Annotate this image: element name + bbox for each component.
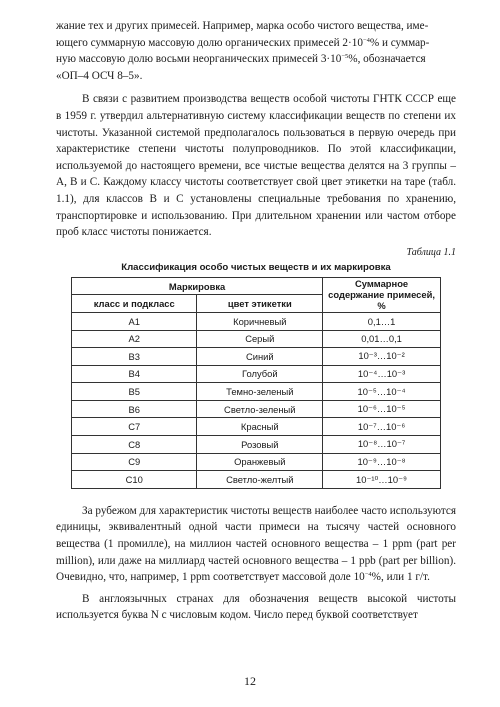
label-color-cell: Синий (197, 348, 323, 366)
paragraph-1-line-3a: ную массовую долю восьми неорганических примесей 3·10 (56, 53, 342, 66)
paragraph-3-base: 10 (353, 571, 365, 584)
label-color-cell: Розовый (197, 436, 323, 454)
class-cell: C8 (72, 436, 197, 454)
impurity-cell: 0,1…1 (323, 312, 441, 330)
paragraph-2: В связи с развитием производства веществ особой чистоты ГНТК СССР еще в 1959 г. утвердил альтернативную систему классификации веществ по степени их чистоты. Указанной системой предполагалось пользоваться в первую очередь при характеристике степени чистоты полупроводников. По этой классификации, используемой до настоящего времени, все чистые вещества делятся на 3 группы – А, В и С. Каждому классу чистоты соответствует свой цвет этикетки на таре (табл. 1.1), для классов B и C установлены специальные требования по хранению, транспортировке и использованию. При длительном хранении или частом отборе проб класс чистоты понижается. (56, 93, 456, 239)
header-label-color: цвет этикетки (197, 295, 323, 313)
label-color-cell: Темно-зеленый (197, 383, 323, 401)
header-total-impurities (323, 277, 441, 312)
impurity-cell: 10⁻⁸…10⁻⁷ (323, 436, 441, 454)
paragraph-1-line-4: «ОП–4 ОСЧ 8–5». (56, 69, 143, 82)
impurity-cell: 10⁻⁷…10⁻⁶ (323, 418, 441, 436)
header-marking: Маркировка (72, 277, 323, 295)
paragraph-1-line-2b: % и суммар- (369, 36, 430, 49)
table-label: Таблица 1.1 (406, 246, 456, 258)
impurity-cell: 10⁻⁶…10⁻⁵ (323, 400, 441, 418)
table-row (72, 400, 441, 418)
paragraph-3 (56, 503, 456, 586)
header-total-line-2: содержание примесей, % (328, 289, 435, 312)
class-cell: C10 (72, 471, 197, 489)
table-body (72, 312, 441, 488)
label-color-cell: Голубой (197, 365, 323, 383)
classification-table (71, 277, 441, 489)
paragraph-1-line-2a: ющего суммарную массовую долю органических примесей 2·10 (56, 36, 363, 49)
table-row (72, 312, 441, 330)
table-row (72, 453, 441, 471)
table-title: Классификация особо чистых веществ и их маркировка (121, 261, 391, 273)
header-total-line-1: Суммарное (354, 278, 409, 290)
label-color-cell: Светло-зеленый (197, 400, 323, 418)
impurity-cell: 10⁻¹⁰…10⁻⁹ (323, 471, 441, 489)
class-cell: B3 (72, 348, 197, 366)
paragraph-1-line-3b: %, обозначается (348, 53, 426, 66)
paragraph-1 (56, 18, 456, 84)
label-color-cell: Серый (197, 330, 323, 348)
paragraph-3-text: За рубежом для характеристик чистоты веществ наиболее часто используются единицы, эквивалентный одной части примеси на тысячу частей основного вещества (1 промилле), на миллион частей основного вещества – 1 ppm (part per million), или даже на миллиард частей основного вещества – 1 ppb (part per billion). Очевидно, что, например, 1 ppm соответствует массовой доле (56, 504, 456, 584)
class-cell: C9 (72, 453, 197, 471)
table-row (72, 365, 441, 383)
impurity-cell: 10⁻⁵…10⁻⁴ (323, 383, 441, 401)
paragraph-4: В англоязычных странах для обозначения веществ высокой чистоты используется буква N с числовым кодом. Число перед буквой соответствует (56, 592, 456, 622)
exponent: −4 (364, 571, 372, 579)
table-row (72, 348, 441, 366)
class-cell: B6 (72, 400, 197, 418)
table-row (72, 383, 441, 401)
label-color-cell: Коричневый (197, 312, 323, 330)
exponent: −5 (341, 53, 349, 61)
class-cell: B5 (72, 383, 197, 401)
label-color-cell: Оранжевый (197, 453, 323, 471)
table-row (72, 471, 441, 489)
impurity-cell: 10⁻⁴…10⁻³ (323, 365, 441, 383)
table-row (72, 436, 441, 454)
class-cell: A2 (72, 330, 197, 348)
class-cell: A1 (72, 312, 197, 330)
label-color-cell: Красный (197, 418, 323, 436)
header-class: класс и подкласс (72, 295, 197, 313)
table-row (72, 330, 441, 348)
impurity-cell: 0,01…0,1 (323, 330, 441, 348)
paragraph-3-tail: %, или 1 г/т. (371, 571, 430, 584)
class-cell: B4 (72, 365, 197, 383)
table-row (72, 418, 441, 436)
paragraph-1-line-1: жание тех и других примесей. Например, марка особо чистого вещества, име- (56, 20, 429, 32)
page-number: 12 (244, 674, 256, 688)
class-cell: C7 (72, 418, 197, 436)
impurity-cell: 10⁻⁹…10⁻⁸ (323, 453, 441, 471)
exponent: −4 (362, 36, 370, 44)
impurity-cell: 10⁻³…10⁻² (323, 348, 441, 366)
label-color-cell: Светло-желтый (197, 471, 323, 489)
table-header-row (72, 277, 441, 295)
document-page (56, 18, 456, 624)
